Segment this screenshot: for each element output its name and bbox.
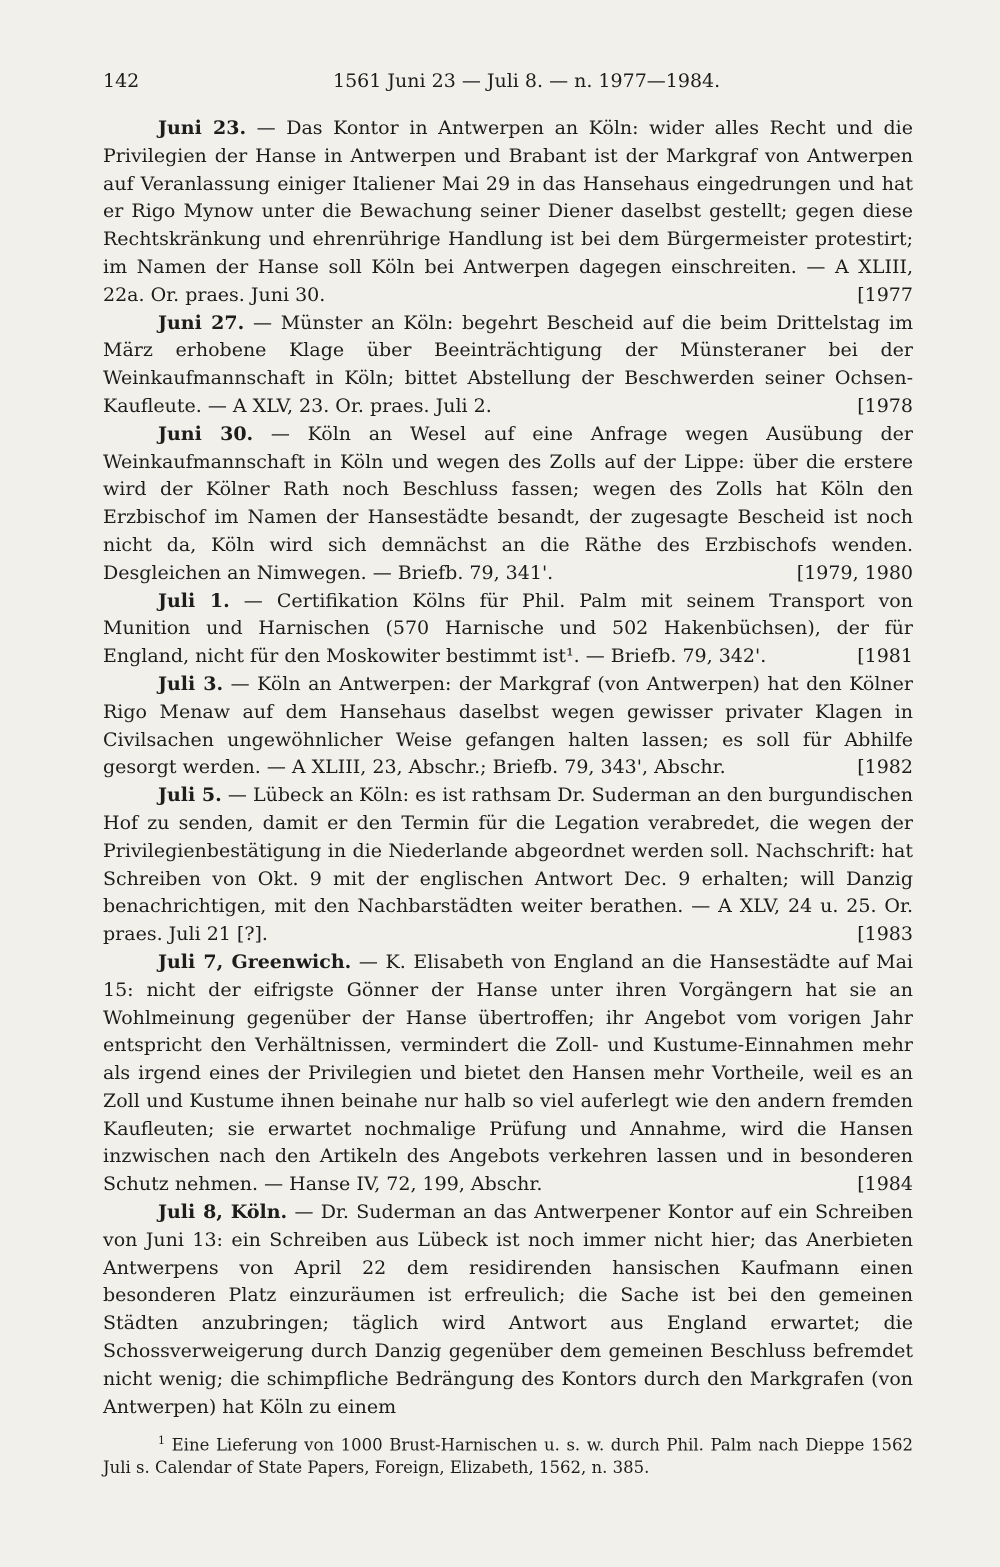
- entry-text: — Das Kontor in Antwerpen an Köln: wider alles Recht und die Privilegien der Hanse in Antwerpen und Brabant ist der Markgraf von Antwerpen auf Veranlassung einiger Italiener Mai 29 in das Hansehaus eingedrungen und hat er Rigo Mynow unter die Bewachung seiner Diener daselbst gestellt; gegen diese Rechtskränkung und ehrenrührige Handlung ist bei dem Bürgermeister protestirt; im Namen der Hanse soll Köln bei Antwerpen dagegen einschreiten. — A XLIII, 22a. Or. praes. Juni 30.: [103, 117, 913, 306]
- entry-text: — Lübeck an Köln: es ist rathsam Dr. Suderman an den burgundischen Hof zu senden, damit er den Termin für die Legation verabredet, die wegen der Privilegienbestätigung in die Niederlande abgeordnet werden soll. Nachschrift: hat Schreiben von Okt. 9 mit der englischen Antwort Dec. 9 erhalten; will Danzig benachrichtigen, mit den Nachbarstädten weiter berathen. — A XLV, 24 u. 25. Or. praes. Juli 21 [?].: [103, 784, 913, 946]
- entry-date: Juni 27.: [158, 311, 245, 334]
- entry-1982: [103, 671, 913, 782]
- entry-number: [1977: [857, 283, 913, 306]
- entry-1985: [103, 1199, 913, 1421]
- entry-number: [1984: [857, 1173, 913, 1196]
- entry-number: [1979, 1980: [796, 561, 913, 584]
- entry-1984: [103, 949, 913, 1199]
- page-header: [103, 70, 913, 92]
- entries-list: [103, 115, 913, 1421]
- running-head: 1561 Juni 23 — Juli 8. — n. 1977—1984.: [333, 70, 721, 92]
- entry-text: — K. Elisabeth von England an die Hansestädte auf Mai 15: nicht der eifrigste Gönner der Hanse unter ihren Vorgängern hat sie an Wohlmeinung gegenüber der Hanse übertroffen; ihr Angebot vom vorigen Jahr entspricht den Verhältnissen, vermindert die Zoll- und Kustume-Einnahmen mehr als irgend eines der Privilegien und bietet den Hansen mehr Vortheile, weil es an Zoll und Kustume ihnen beinahe nur halb so viel auferlegt wie den andern fremden Kaufleuten; sie erwartet nochmalige Prüfung und Annahme, wird die Hansen inzwischen nach den Artikeln des Angebots verkehren lassen und in besonderen Schutz nehmen. — Hanse IV, 72, 199, Abschr.: [103, 950, 913, 1196]
- entry-number: [1983: [857, 923, 913, 946]
- entry-text: — Köln an Antwerpen: der Markgraf (von Antwerpen) hat den Kölner Rigo Menaw auf dem Hansehaus daselbst wegen gewisser privater Klagen in Civilsachen ungewöhnlicher Weise gefangen halten lassen; es soll für Abhilfe gesorgt werden. — A XLIII, 23, Abschr.; Briefb. 79, 343', Abschr.: [103, 672, 913, 779]
- entry-date: Juli 8, Köln.: [158, 1201, 288, 1224]
- entry-1979-1980: [103, 421, 913, 588]
- entry-date: Juli 5.: [158, 784, 222, 807]
- entry-text: — Köln an Wesel auf eine Anfrage wegen Ausübung der Weinkaufmannschaft in Köln und wegen des Zolls auf der Lippe: über die erstere wird der Kölner Rath noch Beschluss fassen; wegen des Zolls hat Köln den Erzbischof im Namen der Hansestädte besandt, der zugesagte Bescheid ist noch nicht da, Köln wird sich demnächst an die Räthe des Erzbischofs wenden. Desgleichen an Nimwegen. — Briefb. 79, 341'.: [103, 422, 913, 584]
- entry-text: — Dr. Suderman an das Antwerpener Kontor auf ein Schreiben von Juni 13: ein Schreiben aus Lübeck ist noch immer nicht hier; das Anerbieten Antwerpens von April 22 dem residirenden hansischen Kaufmann einen besonderen Platz einzuräumen ist erfreulich; die Sache ist bei den gemeinen Städten anzubringen; täglich wird Antwort aus England erwartet; die Schossverweigerung durch Danzig gegenüber dem gemeinen Beschluss befremdet nicht wenig; die schimpfliche Bedrängung des Kontors durch den Markgrafen (von Antwerpen) hat Köln zu einem: [103, 1201, 913, 1418]
- entry-text: — Certifikation Kölns für Phil. Palm mit seinem Transport von Munition und Harnischen (570 Harnische und 502 Hakenbüchsen), der für England, nicht für den Moskowiter bestimmt ist¹. — Briefb. 79, 342'.: [103, 589, 913, 668]
- entry-date: Juli 7, Greenwich.: [158, 950, 352, 973]
- entry-text: — Münster an Köln: begehrt Bescheid auf die beim Drittelstag im März erhobene Klage über Beeinträchtigung der Münsteraner bei der Weinkaufmannschaft in Köln; bittet Abstellung der Beschwerden seiner Ochsen-Kaufleute. — A XLV, 23. Or. praes. Juli 2.: [103, 311, 914, 417]
- footnote-marker: 1: [158, 1434, 165, 1447]
- page-number: 142: [103, 70, 140, 92]
- entry-date: Juli 1.: [158, 589, 230, 612]
- entry-number: [1982: [857, 756, 913, 779]
- footnote: [103, 1430, 913, 1479]
- entry-1977: [103, 115, 913, 310]
- entry-number: [1978: [857, 394, 913, 417]
- entry-1978: [103, 310, 913, 421]
- entry-1981: [103, 588, 913, 671]
- entry-date: Juni 30.: [158, 422, 254, 445]
- entry-date: Juni 23.: [158, 117, 247, 139]
- entry-1983: [103, 782, 913, 949]
- entry-date: Juli 3.: [158, 672, 224, 695]
- footnote-text: Eine Lieferung von 1000 Brust-Harnischen u. s. w. durch Phil. Palm nach Dieppe 1562 Juli s. Calendar of State Papers, Foreign, Elizabeth, 1562, n. 385.: [103, 1435, 913, 1477]
- entry-number: [1981: [857, 645, 913, 668]
